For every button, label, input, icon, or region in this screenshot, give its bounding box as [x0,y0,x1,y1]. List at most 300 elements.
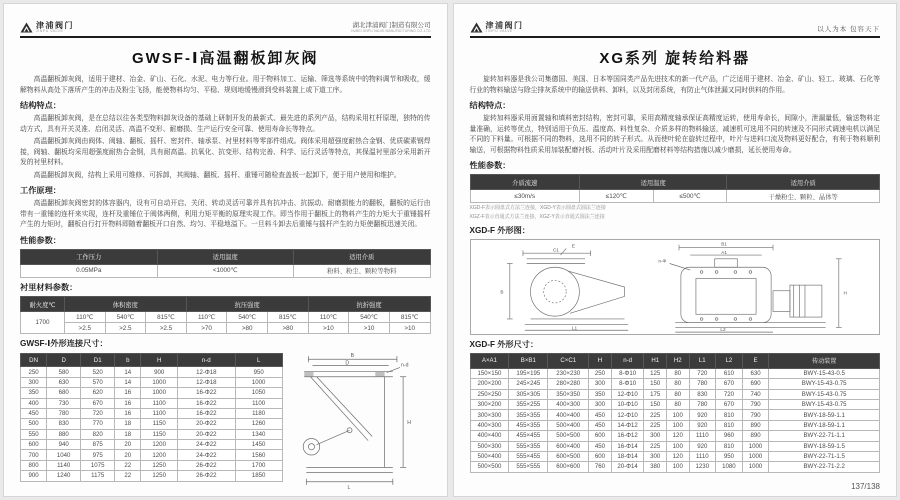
table-cell: 1100 [141,398,178,408]
table-row [470,420,880,430]
table-cell: 400×400 [548,410,589,420]
table-cell: 24-Φ22 [178,440,236,450]
table-row [21,388,283,398]
table-header-row [21,297,431,312]
table-cell: 16-Φ22 [178,398,236,408]
brand-name: 津浦阀门 [36,20,74,30]
table-cell: 610 [716,368,743,378]
table-cell: 18 [115,419,141,429]
table-cell: 26-Φ22 [178,471,236,481]
column-header: C×C1 [548,353,589,368]
table-cell: 1100 [141,408,178,418]
table-row [470,451,880,461]
table-cell: BWY-18-59-1.1 [769,410,880,420]
table-cell: 920 [689,441,716,451]
table-cell: 600 [21,440,47,450]
table-cell: >2.5 [105,323,146,334]
table-cell: 12-Φ18 [178,367,236,377]
table-cell: 680 [47,388,81,398]
table-cell: 20-Φ22 [178,429,236,439]
column-header: D [47,354,81,367]
table-cell: 100 [667,420,690,430]
table-cell: 150 [644,379,667,389]
table-cell: 1200 [141,450,178,460]
table-cell: 16-Φ22 [178,408,236,418]
table-cell: 1000 [742,451,769,461]
valve-section-drawing [291,352,431,490]
table-cell: 1100 [235,398,282,408]
table-cell: 14-Φ12 [611,420,644,430]
table-cell: 700 [21,450,47,460]
table-row [21,367,283,377]
table-cell: BWY-22-71-1.1 [769,431,880,441]
table-cell: 520 [81,367,115,377]
table-cell: 600 [589,451,612,461]
table-cell: 500×300 [470,441,509,451]
table-cell: 1110 [689,451,716,461]
column-header: 适用温度 [579,175,726,190]
table-cell: 16 [115,398,141,408]
table-row [21,312,431,323]
table-cell: 干燥粉尘、颗粒、晶体等 [727,190,880,203]
table-cell: 400 [21,398,47,408]
table-cell: 450 [21,408,47,418]
table-row [470,389,880,399]
right-page-title: XG系列 旋转给料器 [599,50,751,67]
table-cell: 950 [716,451,743,461]
structure-paragraph: 旋转加料器采用面置轴和填料密封结构，密封可靠，采用高精度轴承保证高精度运转，使用寿命长，间隙小，泄漏量低，输送物料定量准确，运转等优点，特别适用于负压、温度高、料性复杂、介质多样的物料输送，减速机可选用不同的转速及不同形式调速电机以满足不同的下料量。可根据不同的物料，选用不同的转子形式。从而使叶轮在旋转过程中，叶片与进料口流及物料更好配合，有利于物料顺利输送，可根据物料性质采用加装配磨衬板、活动叶片及采用配磨材料等结构措施以减少磨损，延长使用寿命。 [469,115,880,154]
table-cell: 16-Φ12 [611,431,644,441]
table-cell: >10 [349,323,390,334]
table-cell: >80 [267,323,308,334]
column-header: 工作压力 [21,249,158,264]
table-cell: 555×355 [509,441,548,451]
table-cell: >80 [227,323,268,334]
table-cell: >10 [308,323,349,334]
left-intro-paragraph: 高温翻板卸灰阀，适用于建材、冶金、矿山、石化、水泥、电力等行业。用于物料加工、运输、筛选等系统中的物料调节和吸收，缓解物料从高处下落所产生的冲击及粉尘飞扬，能使物料均匀、平稳、规则地缓慢滑到受料装置上或下道工序。 [20,76,431,94]
table-cell: BWY-22-71-2.2 [769,462,880,472]
brand-logo [470,22,524,34]
table-cell: BWY-15-43-0.5 [769,368,880,378]
table-cell: 890 [742,431,769,441]
svg-text:H: H [843,290,847,296]
table-cell: 1700 [235,460,282,470]
outline-heading: XGD-F 外形图： [469,225,530,235]
table-cell: 580 [47,367,81,377]
table-cell: 1050 [235,388,282,398]
table-cell: 1175 [81,471,115,481]
column-header: L1 [689,353,716,368]
table-cell: 1040 [47,450,81,460]
table-cell: 1560 [235,450,282,460]
table-cell: 1340 [235,429,282,439]
table-cell: 305×305 [509,389,548,399]
table-cell: 450 [589,420,612,430]
table-cell: 920 [689,420,716,430]
table-row [21,398,283,408]
table-cell: 780 [47,408,81,418]
page-number: 137/138 [851,482,880,491]
table-cell: 720 [716,389,743,399]
table-cell: 830 [47,419,81,429]
table-cell: 300 [644,431,667,441]
table-cell: 16-Φ14 [611,441,644,451]
table-cell: 1075 [81,460,115,470]
table-cell: 400×400 [470,431,509,441]
table-cell: 225 [644,420,667,430]
structure-paragraph: 高温翻板卸灰阀由阀体、阀轴、翻板、摇杆、密封件、轴承泵、衬里材料等零部件组成。阀体采用超强度耐热合金钢、优质碳素钢焊接，阀轴、翻板均采用超强度耐热合金钢，具有耐高温、抗氧化、抗变形、结构完善、科学、运行灵活等特点，其保温衬里部分采用新开发的衬里材料。 [20,138,431,167]
table-cell: 770 [81,419,115,429]
table-cell: 975 [81,450,115,460]
table-row [470,379,880,389]
table-cell: 100 [667,410,690,420]
column-header: DN [21,354,47,367]
svg-text:L1: L1 [571,325,577,331]
table-row [21,419,283,429]
table-cell: 350×350 [548,389,589,399]
table-cell: 820 [81,429,115,439]
performance-heading: 性能参数： [469,161,511,171]
table-cell: 300 [589,379,612,389]
table-row [21,408,283,418]
table-cell: 670 [81,398,115,408]
svg-text:B: B [499,289,504,295]
structure-paragraph: 高温翻板卸灰阀，是在总结以往各类型物料卸灰设备的基础上研制开发的最新式、最先进的系列产品，结构采用杠杆原理，独特的传动方式，具有开关灵准、启闭灵活、高温不变形、耐磨损、生产运行安全可靠、使用寿命长等特点。 [20,115,431,133]
column-header: n-d [611,353,644,368]
table-cell: 225 [644,441,667,451]
table-cell: <1000℃ [157,264,294,277]
table-cell: 250×250 [470,389,509,399]
svg-text:H: H [406,420,411,427]
svg-text:L2: L2 [719,327,726,333]
table-cell: 500×500 [470,462,509,472]
table-cell: 1150 [141,429,178,439]
table-row [21,471,283,481]
table-cell: 80 [667,400,690,410]
table-cell: 200×200 [470,379,509,389]
table-cell: 1450 [235,440,282,450]
table-cell: 1000 [742,441,769,451]
table-cell: 620 [81,388,115,398]
table-row [470,410,880,420]
svg-text:n-Φ: n-Φ [657,258,666,264]
table-cell: 300×200 [470,400,509,410]
table-cell: 18 [115,429,141,439]
table-cell: 400×300 [548,400,589,410]
table-cell: 20-Φ22 [178,419,236,429]
table-row [470,462,880,472]
column-header: 耐火度℃ [21,297,65,312]
table-cell: 1850 [235,471,282,481]
column-header: B×B1 [509,353,548,368]
table-cell: 1150 [141,419,178,429]
table-cell: 16 [115,408,141,418]
company-name-en: HUBEI JINPU VALVE MANUFACTURING CO.,LTD [350,28,431,33]
table-cell: 670 [716,379,743,389]
column-header: L [235,354,282,367]
table-cell: 12-Φ10 [611,389,644,399]
table-header-row [470,175,880,190]
brand-name: 津浦阀门 [485,20,524,30]
table-cell: 630 [47,377,81,387]
column-header: 抗折强度 [308,297,430,312]
table-cell: 粉料、粉尘、颗粒等物料 [294,264,431,277]
table-cell: 810 [716,410,743,420]
table-cell: ≤30m/s [470,190,579,203]
column-header: 介质流速 [470,175,579,190]
table-cell: 22 [115,471,141,481]
svg-text:B1: B1 [720,241,727,247]
table-cell: 880 [47,429,81,439]
mountain-logo-icon [470,22,483,33]
table-cell: BWY-18-59-1.5 [769,441,880,451]
column-header: H [589,353,612,368]
table-row [21,440,283,450]
table-cell: 0.05MPa [21,264,158,277]
table-cell: 100 [667,462,690,472]
feeder-outline-drawing [470,239,881,335]
table-cell: 12-Φ10 [611,410,644,420]
table-header-row [470,353,880,368]
table-cell: 1250 [141,460,178,470]
table-cell: 14 [115,367,141,377]
table-cell: 355×355 [509,410,548,420]
table-cell: 300 [644,451,667,461]
table-cell: 80 [667,368,690,378]
page-left [3,3,448,497]
table-cell: 960 [716,431,743,441]
table-cell: 280×280 [548,379,589,389]
table-cell: 900 [141,367,178,377]
table-cell: 455×355 [509,420,548,430]
table-cell: 570 [81,377,115,387]
table-cell: 26-Φ22 [178,460,236,470]
left-page-header [20,12,431,38]
table-cell: 455×455 [509,431,548,441]
column-header: L2 [716,353,743,368]
table-cell: 810 [716,420,743,430]
table-cell: 500×400 [470,451,509,461]
table-cell: 245×245 [509,379,548,389]
table-cell: 1000 [141,377,178,387]
table-cell: 940 [47,440,81,450]
table-cell: 24-Φ22 [178,450,236,460]
table-cell: 22 [115,460,141,470]
table-row [470,441,880,451]
table-footnote: XGZ-F表示直通式方法兰连接，XGZ-Y表示直通式圆法兰连接 [469,213,605,220]
left-dims-heading: GWSF-Ⅰ外形连接尺寸： [20,339,108,349]
table-row [470,400,880,410]
table-cell: 150×150 [470,368,509,378]
right-intro-paragraph: 旋转加料器是我公司集德国、美国、日本等国同类产品先进技术的新一代产品，广泛适用于建材、冶金、矿山、轻工、玻璃、石化等行业的物料输送与除尘排灰系统中的输送供料、卸料，以及封闭系统，有防止气体泄漏又同时供料的作用。 [469,76,880,94]
table-row [21,450,283,460]
table-cell: 1240 [47,471,81,481]
table-cell: 1180 [235,408,282,418]
performance-table [470,174,881,203]
column-header: A×A1 [470,353,509,368]
table-cell: BWY-18-59-1.1 [769,420,880,430]
svg-text:E: E [571,243,575,249]
right-dimensions-table [470,353,881,473]
table-cell: 20 [115,450,141,460]
table-cell: 740 [742,389,769,399]
table-cell: 555×455 [509,451,548,461]
table-cell: 120 [667,431,690,441]
table-cell: ≤500℃ [653,190,727,203]
table-row [21,429,283,439]
table-cell: 1260 [235,419,282,429]
table-cell: 790 [742,410,769,420]
table-cell: 1000 [235,377,282,387]
table-cell: 250 [589,368,612,378]
table-cell: 690 [742,379,769,389]
table-cell: 500×400 [548,420,589,430]
table-cell: 830 [689,389,716,399]
table-cell: 110℃ [308,312,349,323]
table-cell: BWY-15-43-0.75 [769,400,880,410]
table-cell: >2.5 [64,323,105,334]
table-cell: 20 [115,440,141,450]
column-header: 体积密度 [64,297,186,312]
table-row [21,460,283,470]
structure-heading: 结构特点： [469,101,511,111]
table-cell: 110℃ [64,312,105,323]
column-header: E [742,353,769,368]
performance-heading: 性能参数： [20,235,61,245]
table-cell: 1250 [141,471,178,481]
table-cell: 540℃ [349,312,390,323]
table-header-row [21,354,283,367]
column-header: 传动装置 [769,353,880,368]
table-cell: BWY-15-43-0.75 [769,389,880,399]
table-cell: 720 [81,408,115,418]
table-cell: 250 [21,367,47,377]
table-cell: 195×195 [509,368,548,378]
table-cell: 950 [235,367,282,377]
table-cell: 730 [47,398,81,408]
column-header: 适用介质 [727,175,880,190]
table-cell: 890 [742,420,769,430]
table-cell: 350 [589,389,612,399]
column-header: 适用温度 [157,249,294,264]
column-header: H1 [644,353,667,368]
table-cell: 10-Φ10 [611,400,644,410]
table-cell: 540℃ [227,312,268,323]
table-cell: 815℃ [389,312,430,323]
table-cell: BWY-15-43-0.75 [769,379,880,389]
table-cell: 920 [689,410,716,420]
company-name: 湖北津浦阀门制造有限公司 [352,21,431,29]
table-cell: 16-Φ22 [178,388,236,398]
table-cell: 110℃ [186,312,227,323]
table-cell: BWY-22-71-1.5 [769,451,880,461]
svg-text:C1: C1 [552,247,559,253]
table-cell: 1000 [742,462,769,472]
table-cell: 230×230 [548,368,589,378]
table-cell: >2.5 [146,323,187,334]
table-row [21,264,431,277]
column-header: H [141,354,178,367]
table-cell: 900 [21,471,47,481]
column-header: H2 [667,353,690,368]
svg-text:n-d: n-d [400,362,409,369]
structure-paragraph: 高温翻板卸灰阀，结构上采用可维修、可拆卸，其阀轴、翻板、摇杆、重锤可随检查盖板一起卸下，便于用户使用和维护。 [33,171,401,179]
table-cell: 350 [21,388,47,398]
table-cell: 810 [716,441,743,451]
table-cell: 1110 [689,431,716,441]
table-cell: 815℃ [267,312,308,323]
table-cell: 815℃ [146,312,187,323]
table-cell: 300×300 [470,410,509,420]
table-cell: 760 [589,462,612,472]
table-cell: 80 [667,379,690,389]
table-row [21,377,283,387]
table-cell: 790 [742,400,769,410]
performance-table [20,249,431,278]
left-page-title: GWSF-Ⅰ高温翻板卸灰阀 [131,50,319,67]
table-cell: 150 [644,400,667,410]
table-cell: 355×255 [509,400,548,410]
table-cell: 8-Φ10 [611,379,644,389]
table-cell: 1700 [21,312,65,334]
table-cell: >10 [389,323,430,334]
table-cell: 125 [644,368,667,378]
column-header: D1 [81,354,115,367]
structure-heading: 结构特点： [20,101,61,111]
svg-text:A1: A1 [720,249,727,255]
table-cell: 780 [689,400,716,410]
table-cell: 300 [589,400,612,410]
table-cell: 16 [115,388,141,398]
svg-text:B: B [350,353,354,360]
table-row [470,431,880,441]
table-cell: 80 [667,389,690,399]
table-cell: 14 [115,377,141,387]
table-cell: 20-Φ14 [611,462,644,472]
brand-logo [20,22,74,34]
table-cell: 500 [21,419,47,429]
table-cell: 550 [21,429,47,439]
table-cell: 720 [689,368,716,378]
table-cell: 450 [589,441,612,451]
table-cell: 12-Φ18 [178,377,236,387]
principle-paragraph: 高温翻板卸灰阀密封的体容器内，设有可自动开启、关闭、转动灵活可靠并具有抗冲击、抗振动、耐磨损能力的翻板，翻板的运行由带有一重锤的连杆来实现，连杆及重锤位于阀体两侧，利用力矩平衡的原理实现工作。即当作用于翻板上的物料产生的力矩大于重锤摇杆产生的力矩时，翻板自行打开物料即随着翻板开口自然、均匀、平稳地溢下。一旦料斗卸去后重锤与摇杆产生的力矩使翻板迅速关闭。 [20,200,431,229]
table-cell: 630 [742,368,769,378]
page-right [453,3,898,497]
table-row [470,368,880,378]
table-cell: 1230 [689,462,716,472]
column-header: n-d [178,354,236,367]
table-cell: 600×600 [548,462,589,472]
table-cell: 450 [589,410,612,420]
table-footnote: XGD-F表示圆盘式方法兰连接，XGD-Y表示圆盘式圆法兰连接 [469,205,606,212]
table-cell: 8-Φ10 [611,368,644,378]
table-row [21,323,431,334]
table-cell: 540℃ [105,312,146,323]
brand-subtitle: JINPU VALVE [36,28,64,33]
column-header: 抗压强度 [186,297,308,312]
table-cell: 1000 [141,388,178,398]
table-cell: 300 [21,377,47,387]
table-cell: 875 [81,440,115,450]
table-row [470,190,880,203]
table-cell: 175 [644,389,667,399]
table-cell: 225 [644,410,667,420]
table-cell: 800 [21,460,47,470]
column-header: 适用介质 [294,249,431,264]
table-cell: 500×500 [548,431,589,441]
right-dims-heading: XGD-F 外形尺寸： [469,339,539,349]
